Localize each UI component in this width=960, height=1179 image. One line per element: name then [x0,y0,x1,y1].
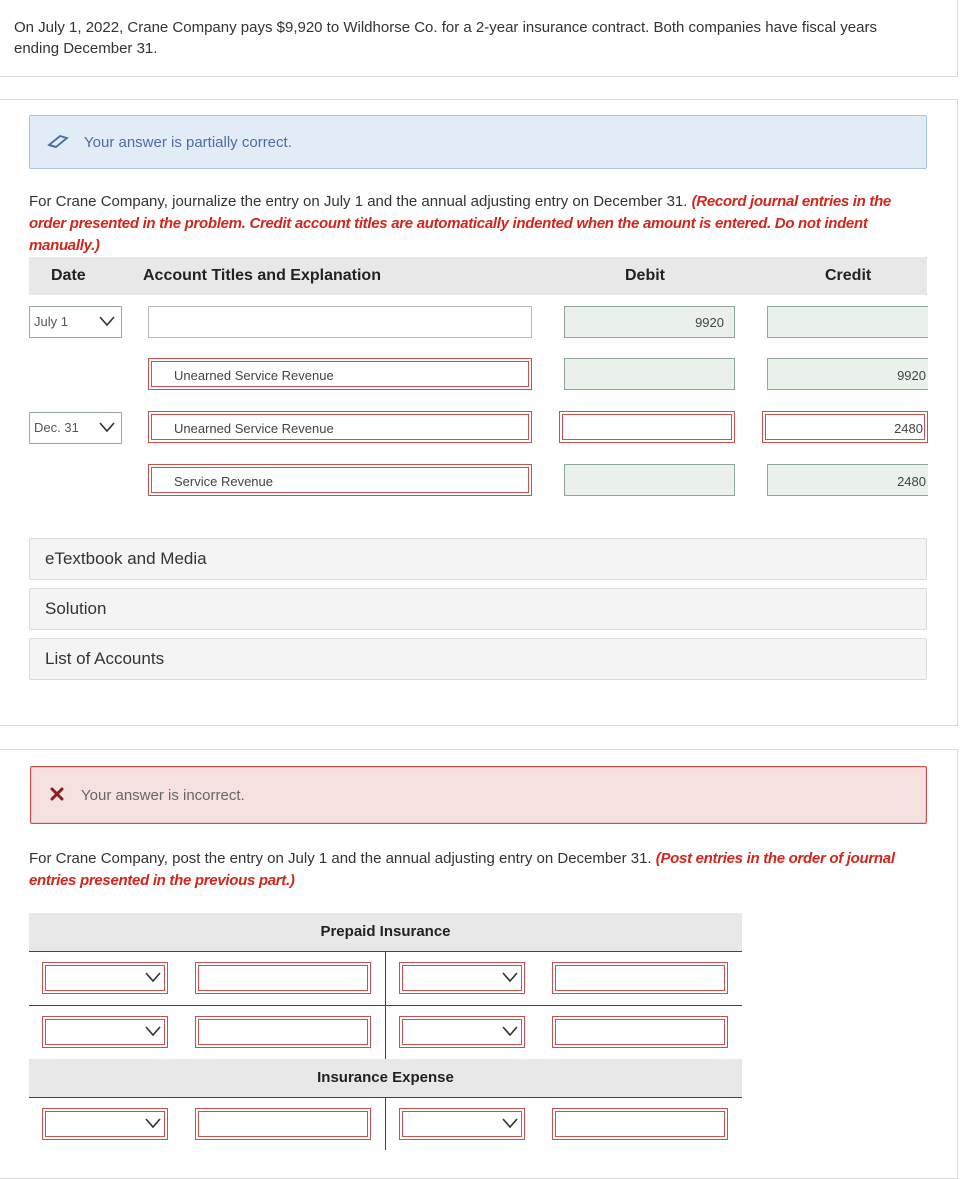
credit-input-row3[interactable] [762,411,928,443]
account-value: Service Revenue [174,474,273,489]
chevron-down-icon [502,1117,518,1129]
ledger-title-insurance-expense [29,1059,742,1097]
credit-amount-input[interactable] [552,1016,728,1048]
credit-date-select[interactable] [399,1108,525,1140]
instruction-note: (Post entries in the order of journal entries presented in the previous part.) [29,850,895,889]
chevron-down-icon [502,971,518,983]
account-input-row3[interactable] [148,411,532,443]
debit-input-row1[interactable] [564,306,735,338]
date-header: Date [51,267,86,284]
partial-correct-banner [29,115,927,169]
account-input-row4[interactable] [148,464,532,496]
posting-instruction [29,848,929,892]
credit-value: 2480 [897,474,926,489]
banner-message: Your answer is partially correct. [84,134,292,151]
credit-amount-input[interactable] [552,1108,728,1140]
problem-text: On July 1, 2022, Crane Company pays $9,920 to Wildhorse Co. for a 2-year insurance contract. Both companies have fiscal years ending December 31. [14,19,877,57]
credit-input-row4[interactable] [767,464,928,496]
instruction-note: (Record journal entries in the order presented in the problem. Credit account titles are automatically indented when the amount is entered. Do not indent manually.) [29,193,891,254]
problem-card [0,0,958,77]
ledger-title-text: Prepaid Insurance [320,923,451,940]
account-header: Account Titles and Explanation [143,267,381,284]
date-value: Dec. 31 [34,420,79,435]
credit-value: 2480 [894,421,923,436]
debit-input-row3[interactable] [559,411,735,443]
instruction-text: For Crane Company, journalize the entry on July 1 and the annual adjusting entry on December 31. [29,193,688,210]
debit-amount-input[interactable] [195,1108,371,1140]
t-account-row-line [29,1005,742,1006]
chevron-down-icon [99,421,115,433]
t-account-divider [385,1097,386,1150]
x-mark-icon [50,787,64,801]
account-value: Unearned Service Revenue [174,421,334,436]
debit-input-row2[interactable] [564,358,735,390]
chevron-down-icon [145,1025,161,1037]
date-value: July 1 [34,314,68,329]
ledger-title-prepaid-insurance [29,913,742,951]
chevron-down-icon [145,1117,161,1129]
pencil-icon [47,134,69,148]
account-value: Unearned Service Revenue [174,368,334,383]
incorrect-banner [30,766,927,824]
debit-date-select[interactable] [42,1016,168,1048]
debit-date-select[interactable] [42,1108,168,1140]
chevron-down-icon [502,1025,518,1037]
date-select-dec31[interactable] [29,412,122,444]
credit-input-row1[interactable] [767,306,928,338]
debit-date-select[interactable] [42,962,168,994]
credit-date-select[interactable] [399,962,525,994]
solution-button[interactable]: Solution [29,588,927,630]
etextbook-button[interactable]: eTextbook and Media [29,538,927,580]
credit-input-row2[interactable] [767,358,928,390]
list-of-accounts-button[interactable]: List of Accounts [29,638,927,680]
banner-message: Your answer is incorrect. [81,787,245,804]
account-input-row2[interactable] [148,358,532,390]
date-select-july1[interactable] [29,306,122,338]
debit-amount-input[interactable] [195,962,371,994]
credit-amount-input[interactable] [552,962,728,994]
instruction-text: For Crane Company, post the entry on July 1 and the annual adjusting entry on December 31. [29,850,652,867]
debit-input-row4[interactable] [564,464,735,496]
ledger-title-text: Insurance Expense [317,1069,454,1086]
journal-instruction [29,191,929,257]
credit-date-select[interactable] [399,1016,525,1048]
chevron-down-icon [145,971,161,983]
chevron-down-icon [99,315,115,327]
account-input-row1[interactable] [148,306,532,338]
debit-amount-input[interactable] [195,1016,371,1048]
credit-value: 9920 [897,368,926,383]
debit-value: 9920 [695,315,724,330]
credit-header: Credit [825,267,872,284]
debit-header: Debit [625,267,665,284]
